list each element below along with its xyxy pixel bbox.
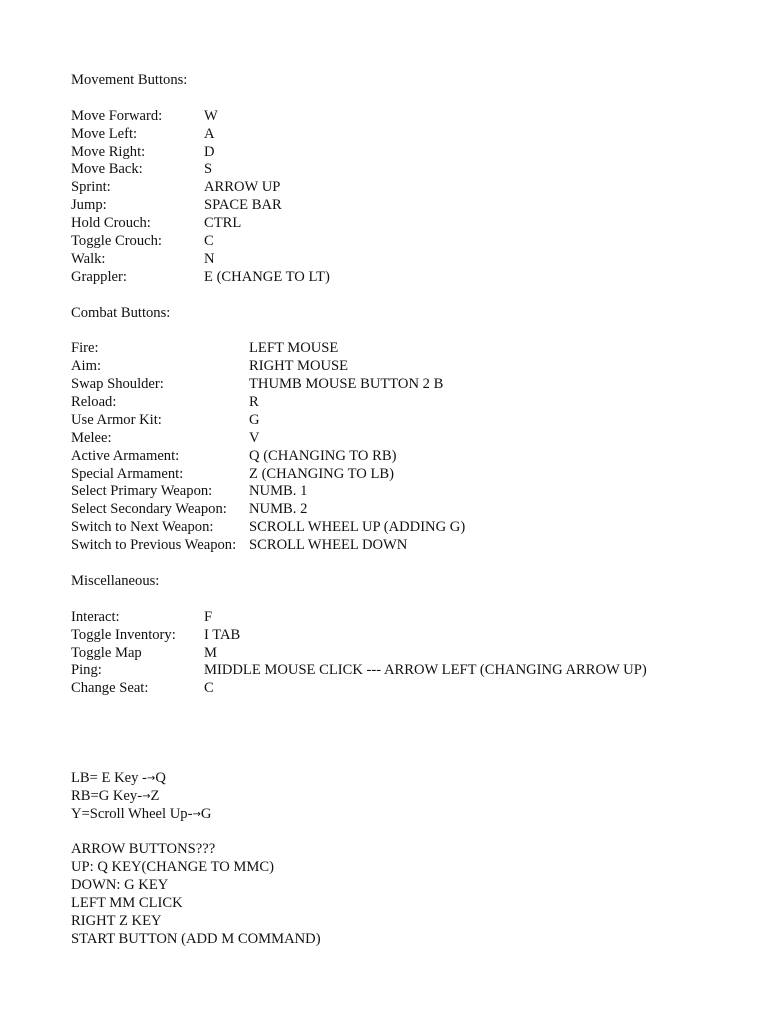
action-label: Move Right:	[71, 143, 146, 160]
remap-left: Y=Scroll Wheel Up-	[71, 805, 193, 822]
key-value: SCROLL WHEEL DOWN	[249, 537, 408, 554]
action-label: Select Secondary Weapon:	[71, 501, 227, 518]
action-label: Active Armament:	[71, 447, 180, 464]
key-value: S	[204, 161, 213, 178]
movement-row	[71, 126, 751, 144]
combat-row	[71, 376, 751, 394]
key-value: G	[249, 411, 260, 428]
action-label: Use Armor Kit:	[71, 411, 162, 428]
movement-heading: Movement Buttons:	[71, 72, 188, 88]
key-value: R	[249, 394, 259, 411]
arrow-right-icon: →	[192, 808, 201, 820]
remap-line	[71, 806, 751, 824]
action-label: Move Forward:	[71, 107, 163, 124]
spacer	[71, 322, 751, 340]
movement-row	[71, 179, 751, 197]
spacer	[71, 823, 751, 841]
action-label: Swap Shoulder:	[71, 376, 164, 393]
remap-right: G	[200, 805, 212, 822]
action-label: Switch to Next Weapon:	[71, 519, 214, 536]
combat-row	[71, 537, 751, 555]
arrow-button-line: LEFT MM CLICK	[71, 894, 183, 911]
action-label: Interact:	[71, 608, 120, 625]
combat-row	[71, 519, 751, 537]
key-value: V	[249, 429, 260, 446]
action-label: Aim:	[71, 358, 101, 375]
spacer	[71, 591, 751, 609]
spacer	[71, 287, 751, 305]
remap-right: Z	[150, 787, 160, 804]
key-value: NUMB. 1	[249, 483, 308, 500]
action-label: Toggle Map	[71, 644, 142, 661]
arrow-buttons-heading: ARROW BUTTONS???	[71, 841, 216, 858]
action-label: Melee:	[71, 429, 112, 446]
key-value: W	[204, 107, 218, 124]
key-value: N	[204, 250, 215, 267]
action-label: Ping:	[71, 662, 102, 679]
document-page	[71, 72, 751, 949]
spacer	[71, 555, 751, 573]
action-label: Move Back:	[71, 161, 143, 178]
remap-line	[71, 788, 751, 806]
movement-row	[71, 144, 751, 162]
movement-row	[71, 108, 751, 126]
movement-row	[71, 161, 751, 179]
action-label: Toggle Inventory:	[71, 626, 176, 643]
action-label: Toggle Crouch:	[71, 233, 162, 250]
key-value: THUMB MOUSE BUTTON 2 B	[249, 376, 444, 393]
combat-row	[71, 448, 751, 466]
key-value: Q (CHANGING TO RB)	[249, 447, 397, 464]
action-label: Fire:	[71, 340, 99, 357]
misc-list	[71, 609, 751, 698]
combat-heading: Combat Buttons:	[71, 304, 171, 321]
movement-row	[71, 233, 751, 251]
misc-row	[71, 680, 751, 698]
misc-row	[71, 609, 751, 627]
combat-row	[71, 430, 751, 448]
action-label: Reload:	[71, 394, 117, 411]
combat-list	[71, 340, 751, 555]
movement-row	[71, 251, 751, 269]
key-value: D	[204, 143, 215, 160]
movement-row	[71, 215, 751, 233]
misc-heading: Miscellaneous:	[71, 572, 160, 589]
spacer	[71, 90, 751, 108]
key-value: LEFT MOUSE	[249, 340, 339, 357]
key-value: MIDDLE MOUSE CLICK --- ARROW LEFT (CHANGING ARROW UP)	[204, 662, 647, 679]
combat-row	[71, 358, 751, 376]
key-value: Z (CHANGING TO LB)	[249, 465, 394, 482]
key-value: F	[204, 608, 213, 625]
remap-left: RB=G Key-	[71, 787, 143, 804]
key-value: A	[204, 125, 215, 142]
key-value: I TAB	[204, 626, 241, 643]
action-label: Sprint:	[71, 179, 111, 196]
combat-row	[71, 501, 751, 519]
combat-row	[71, 340, 751, 358]
combat-row	[71, 412, 751, 430]
arrow-right-icon: →	[146, 772, 156, 784]
action-label: Hold Crouch:	[71, 215, 151, 232]
action-label: Walk:	[71, 250, 106, 267]
combat-row	[71, 466, 751, 484]
movement-row	[71, 197, 751, 215]
combat-row	[71, 483, 751, 501]
key-value: NUMB. 2	[249, 501, 308, 518]
key-value: C	[204, 233, 214, 250]
spacer	[71, 752, 751, 770]
misc-row	[71, 645, 751, 663]
key-value: M	[204, 644, 217, 661]
remap-left: LB= E Key -	[71, 769, 147, 786]
arrow-right-icon: →	[142, 790, 151, 802]
arrow-buttons-list	[71, 859, 751, 948]
action-label: Switch to Previous Weapon:	[71, 537, 237, 554]
arrow-button-line: START BUTTON (ADD M COMMAND)	[71, 930, 321, 947]
action-label: Grappler:	[71, 268, 127, 285]
spacer	[71, 698, 751, 752]
arrow-button-line: UP: Q KEY(CHANGE TO MMC)	[71, 859, 274, 876]
key-value: CTRL	[204, 215, 242, 232]
combat-row	[71, 394, 751, 412]
movement-row	[71, 269, 751, 287]
key-value: SCROLL WHEEL UP (ADDING G)	[249, 519, 466, 536]
remap-list	[71, 770, 751, 824]
arrow-button-line: RIGHT Z KEY	[71, 912, 162, 929]
key-value: C	[204, 680, 214, 697]
action-label: Move Left:	[71, 125, 138, 142]
misc-row	[71, 627, 751, 645]
action-label: Change Seat:	[71, 680, 149, 697]
remap-right: Q	[155, 769, 166, 786]
remap-line	[71, 770, 751, 788]
key-value: ARROW UP	[204, 179, 281, 196]
key-value: SPACE BAR	[204, 197, 282, 214]
action-label: Special Armament:	[71, 465, 184, 482]
movement-list	[71, 108, 751, 287]
arrow-button-line: DOWN: G KEY	[71, 877, 169, 894]
action-label: Jump:	[71, 197, 107, 214]
key-value: RIGHT MOUSE	[249, 358, 349, 375]
key-value: E (CHANGE TO LT)	[204, 268, 330, 285]
misc-row	[71, 662, 751, 680]
action-label: Select Primary Weapon:	[71, 483, 213, 500]
